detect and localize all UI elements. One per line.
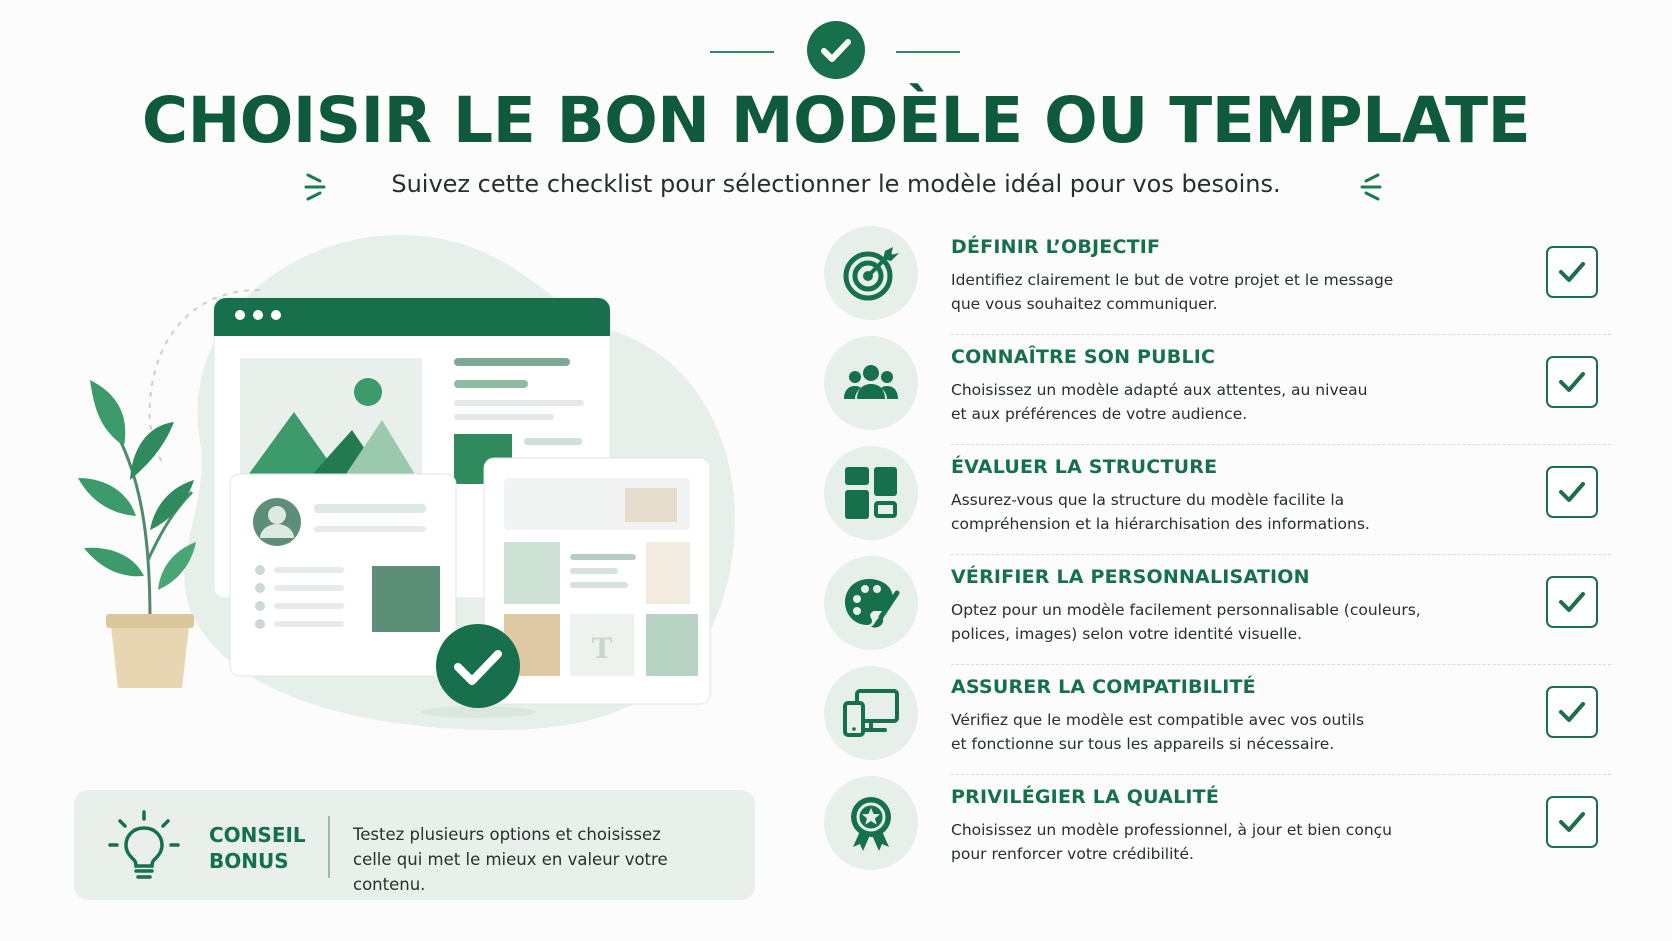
audience-icon [824,336,918,430]
lightbulb-icon [104,806,184,886]
tip-label-line2: BONUS [209,849,289,873]
description-line: Identifiez clairement le but de votre projet et le message [951,271,1394,289]
checklist-item-title: PRIVILÉGIER LA QUALITÉ [951,786,1220,808]
checkbox[interactable] [1546,686,1598,738]
checklist-item-objectif [820,222,1620,338]
description-line: Choisissez un modèle professionnel, à jour et bien conçu [951,821,1392,839]
layout-icon [824,446,918,540]
checklist-item-description [951,488,1471,536]
page-title: CHOISIR LE BON MODÈLE OU TEMPLATE [141,84,1531,157]
header-rule-right [896,51,960,53]
devices-icon [824,666,918,760]
tip-text-line2: celle qui met le mieux en valeur votre contenu. [353,850,668,894]
tip-label-line1: CONSEIL [209,823,306,847]
check-icon [1548,798,1596,846]
checklist-item-title: ASSURER LA COMPATIBILITÉ [951,676,1256,698]
checklist-item-description [951,378,1471,426]
checklist-item-description [951,598,1471,646]
spark-left-icon [304,171,334,201]
description-line: polices, images) selon votre identité visuelle. [951,625,1303,643]
checklist-item-title: ÉVALUER LA STRUCTURE [951,456,1218,478]
plant [78,380,196,688]
description-line: pour renforcer votre crédibilité. [951,845,1194,863]
check-icon [1548,358,1596,406]
palette-icon [824,556,918,650]
checklist-item-qualite [820,772,1620,888]
checklist-item-public [820,332,1620,448]
checklist-item-structure [820,442,1620,558]
check-icon [807,21,865,79]
checklist-item-description [951,708,1471,756]
description-line: Assurez-vous que la structure du modèle facilite la [951,491,1345,509]
checkbox[interactable] [1546,576,1598,628]
svg-text:T: T [591,632,613,665]
check-icon [1548,468,1596,516]
user-card [230,474,456,676]
checkbox[interactable] [1546,796,1598,848]
description-line: compréhension et la hiérarchisation des informations. [951,515,1370,533]
checklist-item-description [951,818,1471,866]
checkbox[interactable] [1546,356,1598,408]
description-line: que vous souhaitez communiquer. [951,295,1218,313]
checklist-item-title: CONNAÎTRE SON PUBLIC [951,346,1216,368]
tip-text [353,822,743,897]
description-line: et fonctionne sur tous les appareils si nécessaire. [951,735,1335,753]
target-icon [824,226,918,320]
description-line: et aux préférences de votre audience. [951,405,1248,423]
description-line: Choisissez un modèle adapté aux attentes, au niveau [951,381,1368,399]
checklist-item-title: DÉFINIR L’OBJECTIF [951,236,1161,258]
page-subtitle: Suivez cette checklist pour sélectionner le modèle idéal pour vos besoins. [391,170,1281,198]
header-rule-left [710,51,774,53]
template-illustration [70,230,770,770]
check-icon [1548,688,1596,736]
description-line: Vérifiez que le modèle est compatible avec vos outils [951,711,1365,729]
tip-label [209,822,319,874]
tip-divider [328,816,330,878]
checklist-item-description [951,268,1471,316]
checklist-item-personnalisation [820,552,1620,668]
tip-text-line1: Testez plusieurs options et choisissez [353,825,661,844]
award-icon [824,776,918,870]
bonus-tip [74,790,755,900]
checkbox[interactable] [1546,246,1598,298]
description-line: Optez pour un modèle facilement personnalisable (couleurs, [951,601,1421,619]
header-check-badge [807,21,865,79]
checkbox[interactable] [1546,466,1598,518]
check-icon [1548,578,1596,626]
checklist-item-compatibilite [820,662,1620,778]
spark-right-icon [1352,171,1382,201]
checklist-item-title: VÉRIFIER LA PERSONNALISATION [951,566,1310,588]
check-icon [1548,248,1596,296]
